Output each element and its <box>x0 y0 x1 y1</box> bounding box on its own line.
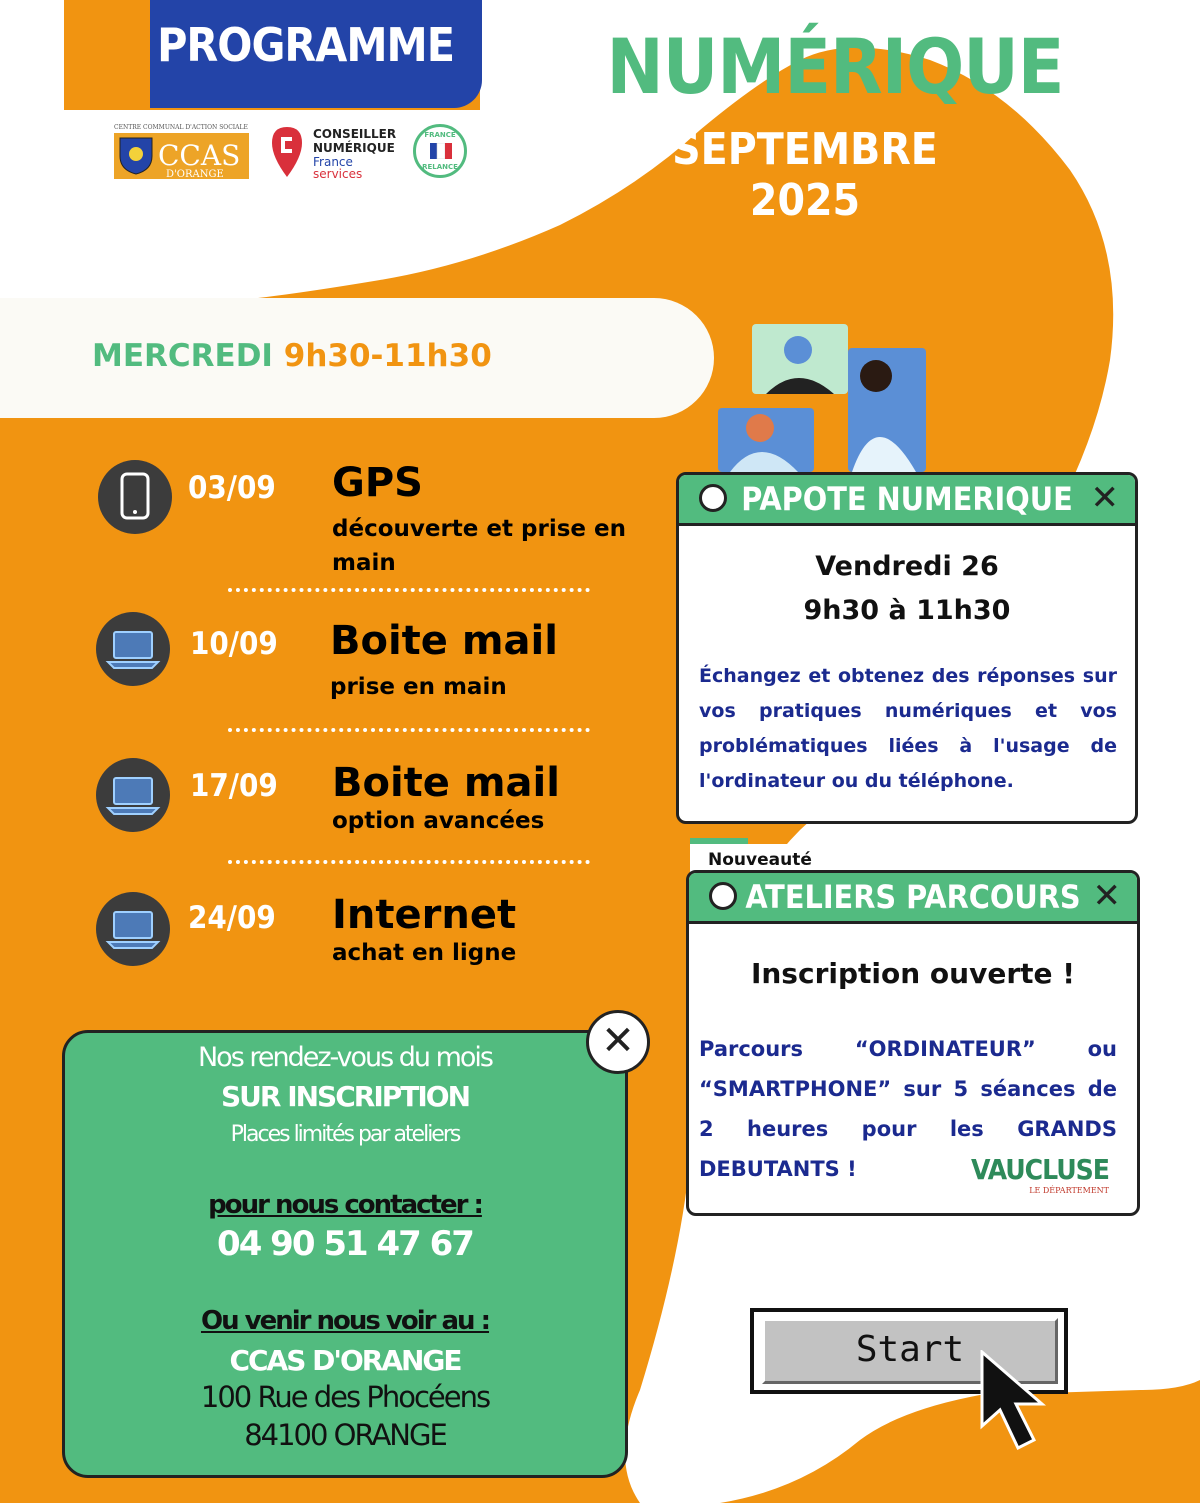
schedule-date: 17/09 <box>190 768 278 804</box>
cn-line2: NUMÉRIQUE <box>313 141 395 155</box>
close-icon[interactable]: ✕ <box>1092 876 1121 916</box>
france-relance-logo <box>413 124 467 178</box>
vaucluse-logo-text: VAUCLUSE <box>970 1153 1109 1186</box>
close-icon[interactable]: ✕ <box>586 1010 650 1074</box>
cn-line4: services <box>313 167 363 181</box>
contact-line-rdv: Nos rendez-vous du mois <box>197 1042 493 1073</box>
fr-top-text: FRANCE <box>424 131 456 139</box>
papote-title: PAPOTE NUMERIQUE <box>741 480 1073 518</box>
map-pin-icon <box>270 125 304 179</box>
dotted-separator <box>228 860 590 864</box>
contact-city: 84100 ORANGE <box>244 1418 446 1452</box>
vaucluse-logo <box>971 1153 1109 1195</box>
vaucluse-logo-sub: LE DÉPARTEMENT <box>1029 1186 1109 1195</box>
contact-street: 100 Rue des Phocéens <box>200 1380 490 1414</box>
papote-titlebar <box>679 475 1135 526</box>
contact-line-visit-heading: Ou venir nous voir au : <box>200 1306 490 1336</box>
parcours-title: ATELIERS PARCOURS <box>745 878 1081 916</box>
cursor-icon <box>978 1350 1068 1454</box>
phone-icon <box>98 460 172 534</box>
parcours-headline: Inscription ouverte ! <box>750 957 1076 990</box>
schedule-desc: achat en ligne <box>332 940 517 966</box>
cn-line3: France <box>313 155 353 169</box>
schedule-desc: découverte et prise en main <box>332 516 626 576</box>
video-call-illustration <box>716 322 930 474</box>
schedule-topic: Internet <box>332 892 517 938</box>
contact-line-inscription: SUR INSCRIPTION <box>220 1080 470 1113</box>
schedule-desc: prise en main <box>330 674 507 700</box>
page-title: NUMÉRIQUE <box>606 22 1064 111</box>
schedule-desc: option avancées <box>332 808 545 834</box>
parcours-window <box>686 870 1140 1216</box>
papote-hours: 9h30 à 11h30 <box>803 595 1011 626</box>
schedule-date: 03/09 <box>188 470 276 506</box>
coat-of-arms-icon <box>118 136 154 176</box>
dotted-separator <box>228 728 590 732</box>
conseiller-numerique-logo <box>270 125 397 183</box>
schedule-date: 24/09 <box>188 900 276 936</box>
cn-line1: CONSEILLER <box>313 127 397 141</box>
laptop-icon <box>96 892 170 966</box>
day-hours: 9h30-11h30 <box>283 338 492 374</box>
nouveaute-tag: Nouveauté <box>690 844 836 876</box>
start-button[interactable]: Start <box>762 1318 1058 1384</box>
contact-line-places: Places limités par ateliers <box>230 1122 460 1147</box>
ccas-logo-small: D'ORANGE <box>166 169 224 180</box>
papote-window <box>676 472 1138 824</box>
day-name: MERCREDI <box>92 338 273 374</box>
contact-phone[interactable]: 04 90 51 47 67 <box>217 1224 473 1264</box>
schedule-date: 10/09 <box>190 626 278 662</box>
parcours-body: Parcours “ORDINATEUR” ou “SMARTPHONE” sur 5 séances de 2 heures pour les GRANDS DEBUTANTS ! <box>699 1037 1117 1181</box>
laptop-icon <box>96 612 170 686</box>
ccas-logo <box>114 124 249 180</box>
contact-line-contact-heading: pour nous contacter : <box>208 1190 482 1220</box>
day-label <box>92 338 492 374</box>
schedule-topic: Boite mail <box>330 618 558 664</box>
ccas-logo-big: CCAS <box>158 139 241 172</box>
papote-date: Vendredi 26 <box>815 551 999 582</box>
schedule-topic: Boite mail <box>332 760 560 806</box>
dotted-separator <box>228 588 590 592</box>
ccas-logo-box <box>114 133 249 179</box>
schedule-topic: GPS <box>332 460 423 506</box>
flag-icon <box>430 143 452 159</box>
page-subtitle: SEPTEMBRE 2025 <box>672 124 938 226</box>
fr-bottom-text: RELANCE <box>422 163 458 171</box>
papote-body: Échangez et obtenez des réponses sur vos pratiques numériques et vos problématiques liées à l'usage de l'ordinateur ou du téléphone. <box>699 665 1117 792</box>
ccas-logo-top-text: CENTRE COMMUNAL D'ACTION SOCIALE <box>114 124 248 131</box>
laptop-icon <box>96 758 170 832</box>
close-icon[interactable]: ✕ <box>1090 478 1119 518</box>
programme-label: PROGRAMME <box>157 18 454 72</box>
parcours-titlebar <box>689 873 1137 924</box>
contact-org: CCAS D'ORANGE <box>229 1344 461 1377</box>
